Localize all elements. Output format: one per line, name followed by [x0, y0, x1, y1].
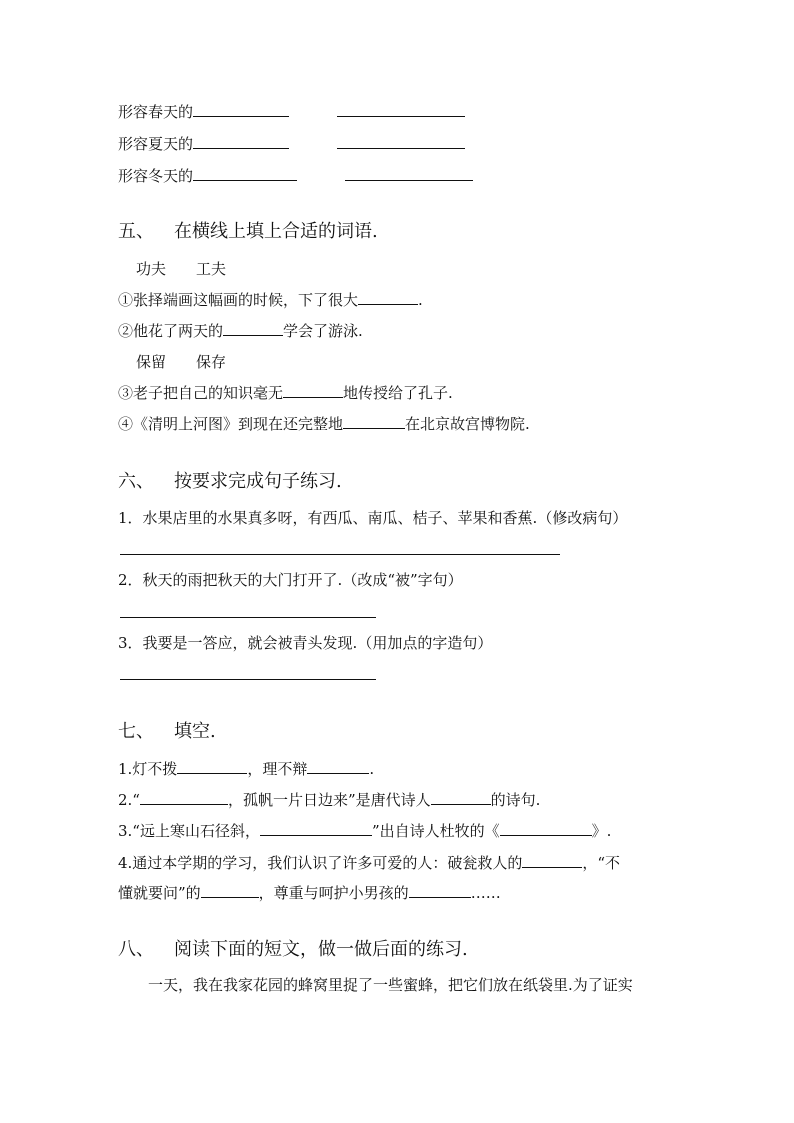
season-label: 形容冬天的 [118, 167, 194, 185]
answer-blank[interactable] [260, 821, 372, 836]
answer-blank[interactable] [343, 414, 405, 429]
sec7-q4: 4.通过本学期的学习，我们认识了许多可爱的人：破瓮救人的 ，“不 [118, 854, 620, 872]
answer-blank[interactable] [283, 383, 343, 398]
answer-blank[interactable] [522, 853, 582, 868]
answer-blank[interactable] [409, 883, 471, 898]
reading-paragraph: 一天，我在我家花园的蜂窝里捉了一些蜜蜂，把它们放在纸袋里.为了证实 [148, 976, 633, 994]
sec6-q1: 1．水果店里的水果真多呀，有西瓜、南瓜、桔子、苹果和香蕉.（修改病句） [118, 509, 628, 527]
answer-line[interactable] [120, 679, 376, 680]
answer-line[interactable] [120, 617, 376, 618]
answer-blank[interactable] [337, 134, 465, 149]
answer-blank[interactable] [345, 166, 473, 181]
section-5-heading: 五、 在横线上填上合适的词语. [118, 221, 378, 242]
answer-blank[interactable] [307, 759, 369, 774]
season-label: 形容春天的 [118, 103, 194, 121]
answer-blank[interactable] [193, 102, 289, 117]
sec7-q1: 1.灯不拨 ，理不辩 . [118, 760, 375, 778]
sec6-q2: 2．秋天的雨把秋天的大门打开了.（改成“被”字句） [118, 571, 463, 589]
sec5-q2: ②他花了两天的 学会了游泳. [118, 322, 363, 340]
answer-blank[interactable] [201, 883, 259, 898]
answer-blank[interactable] [223, 321, 283, 336]
answer-blank[interactable] [358, 290, 418, 305]
sec6-q3: 3．我要是一答应，就会被青头发现.（用加点的字造句） [118, 634, 493, 652]
answer-blank[interactable] [500, 821, 592, 836]
sec5-q1: ①张择端画这幅画的时候，下了很大 . [118, 291, 423, 309]
sec7-q3: 3.“远上寒山石径斜， ”出自诗人杜牧的《 》. [118, 822, 612, 840]
answer-blank[interactable] [177, 759, 247, 774]
season-row-summer [118, 134, 465, 154]
season-row-spring [118, 102, 465, 122]
section-7-heading: 七、 填空. [118, 721, 216, 742]
section-6-heading: 六、 按要求完成句子练习. [118, 471, 342, 492]
season-label: 形容夏天的 [118, 135, 194, 153]
season-row-winter [118, 166, 473, 186]
word-choices-2: 保留 保存 [136, 353, 227, 371]
answer-blank[interactable] [140, 790, 228, 805]
sec7-q2: 2.“ ，孤帆一片日边来”是唐代诗人 的诗句. [118, 791, 541, 809]
answer-blank[interactable] [337, 102, 465, 117]
word-choices-1: 功夫 工夫 [136, 260, 227, 278]
section-8-heading: 八、 阅读下面的短文，做一做后面的练习. [118, 939, 468, 960]
sec7-q4-cont: 懂就要问”的 ，尊重与呵护小男孩的 …… [118, 884, 501, 902]
sec5-q4: ④《清明上河图》到现在还完整地 在北京故宫博物院. [118, 415, 530, 433]
answer-blank[interactable] [193, 166, 297, 181]
sec5-q3: ③老子把自己的知识毫无 地传授给了孔子. [118, 384, 453, 402]
answer-line[interactable] [120, 554, 560, 555]
answer-blank[interactable] [431, 790, 491, 805]
answer-blank[interactable] [193, 134, 289, 149]
